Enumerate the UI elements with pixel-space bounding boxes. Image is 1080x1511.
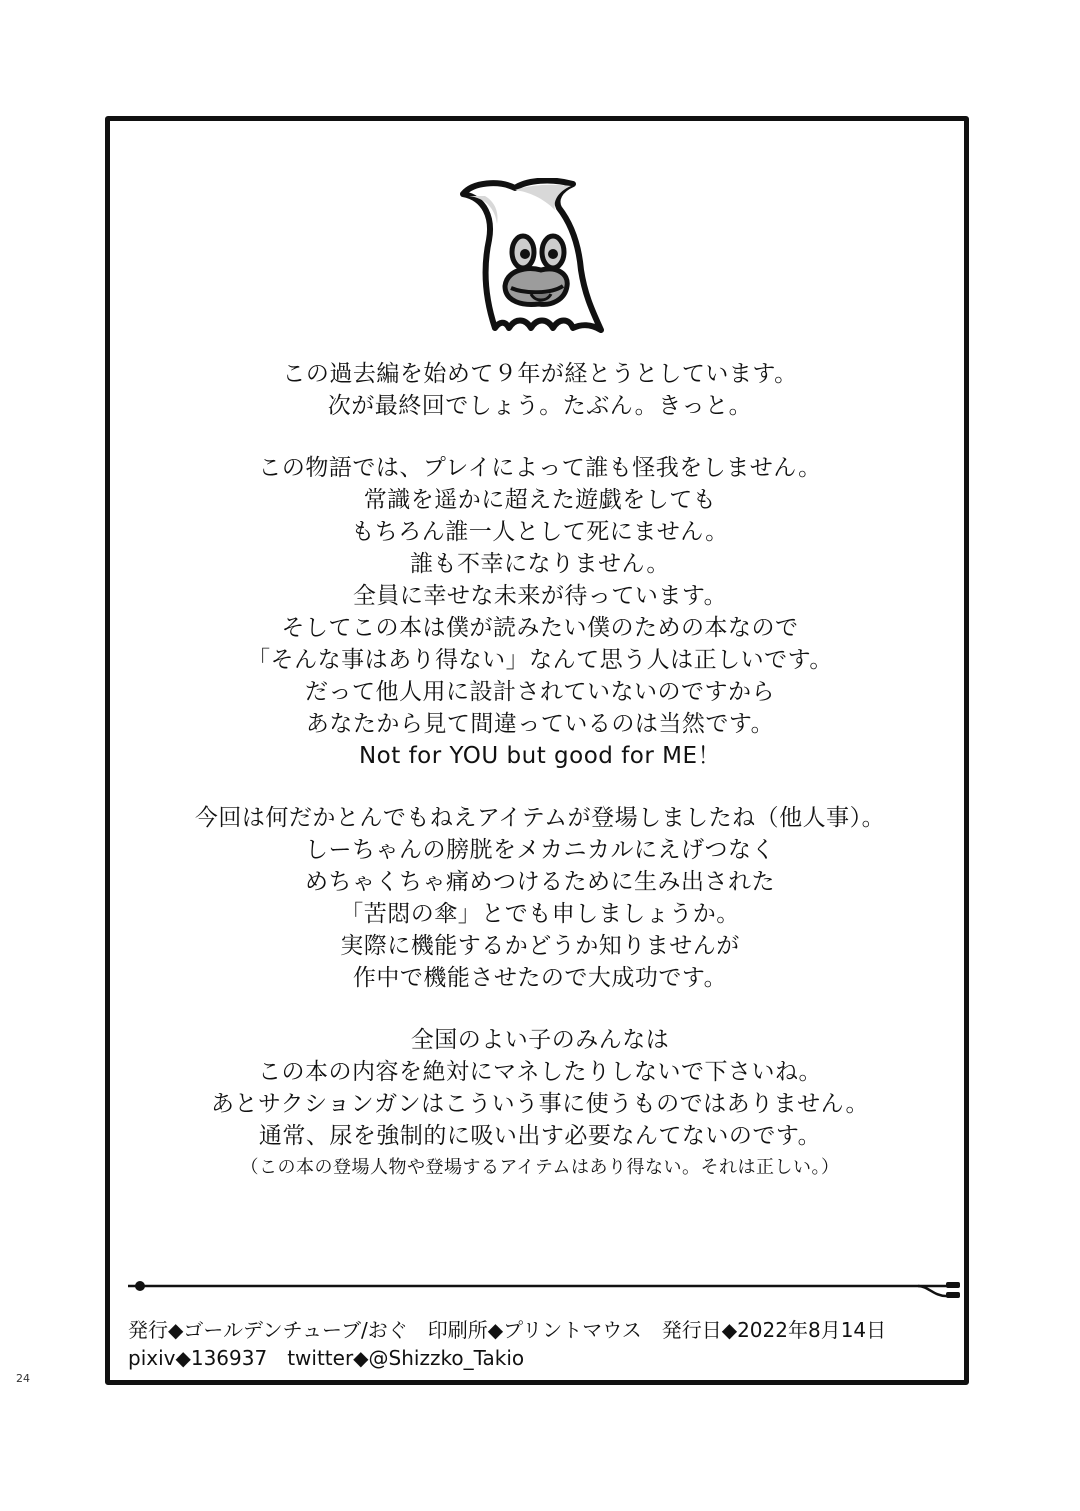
colophon: [128, 1316, 886, 1372]
disclaimer-note: （この本の登場人物や登場するアイテムはあり得ない。それは正しい。）: [240, 1157, 840, 1178]
decorative-divider: [128, 1276, 963, 1300]
text-line: 「苦悶の傘」とでも申しましょうか。: [340, 901, 740, 927]
paragraph-1: [108, 358, 972, 422]
text-line: あなたから見て間違っているのは当然です。: [305, 711, 775, 737]
text-line: 全員に幸せな未来が待っています。: [352, 583, 728, 609]
text-line: 実際に機能するかどうか知りませんが: [340, 933, 740, 959]
text-line: しーちゃんの膀胱をメカニカルにえげつなく: [305, 837, 775, 863]
text-line: 誰も不幸になりません。: [410, 551, 670, 577]
text-line: 通常、尿を強制的に吸い出す必要なんてないのです。: [258, 1123, 822, 1149]
text-line: 常識を遥かに超えた遊戯をしても: [363, 487, 717, 513]
text-line: 次が最終回でしょう。たぶん。きっと。: [327, 393, 753, 419]
paragraph-3: [108, 802, 972, 994]
text-line: 作中で機能させたので大成功です。: [352, 965, 728, 991]
paragraph-4: [108, 1024, 972, 1184]
text-line: この本の内容を絶対にマネしたりしないで下さいね。: [258, 1059, 822, 1085]
colophon-social-line: pixiv◆136937 twitter◆@Shizzko_Takio: [128, 1346, 525, 1370]
paragraph-2: [108, 452, 972, 772]
colophon-publisher-line: 発行◆ゴールデンチューブ/おぐ 印刷所◆プリントマウス 発行日◆2022年8月14日: [128, 1318, 887, 1342]
afterword-body: [108, 358, 972, 1214]
text-line: めちゃくちゃ痛めつけるために生み出された: [305, 869, 775, 895]
text-line: あとサクションガンはこういう事に使うものではありません。: [211, 1091, 869, 1117]
page-number: 24: [16, 1372, 30, 1385]
text-line: この過去編を始めて９年が経とうとしています。: [282, 361, 798, 387]
text-line: Not for YOU but good for ME！: [358, 743, 722, 769]
text-line: もちろん誰一人として死にません。: [351, 519, 729, 545]
ghost-bird-mascot-icon: [455, 178, 605, 338]
text-line: 全国のよい子のみんなは: [410, 1027, 670, 1053]
text-line: この物語では、プレイによって誰も怪我をしません。: [258, 455, 822, 481]
text-line: 今回は何だかとんでもねえアイテムが登場しましたね（他人事）。: [194, 805, 886, 831]
text-line: 「そんな事はあり得ない」なんて思う人は正しいです。: [247, 647, 833, 673]
text-line: そしてこの本は僕が読みたい僕のための本なので: [281, 615, 799, 641]
text-line: だって他人用に設計されていないのですから: [305, 679, 775, 705]
